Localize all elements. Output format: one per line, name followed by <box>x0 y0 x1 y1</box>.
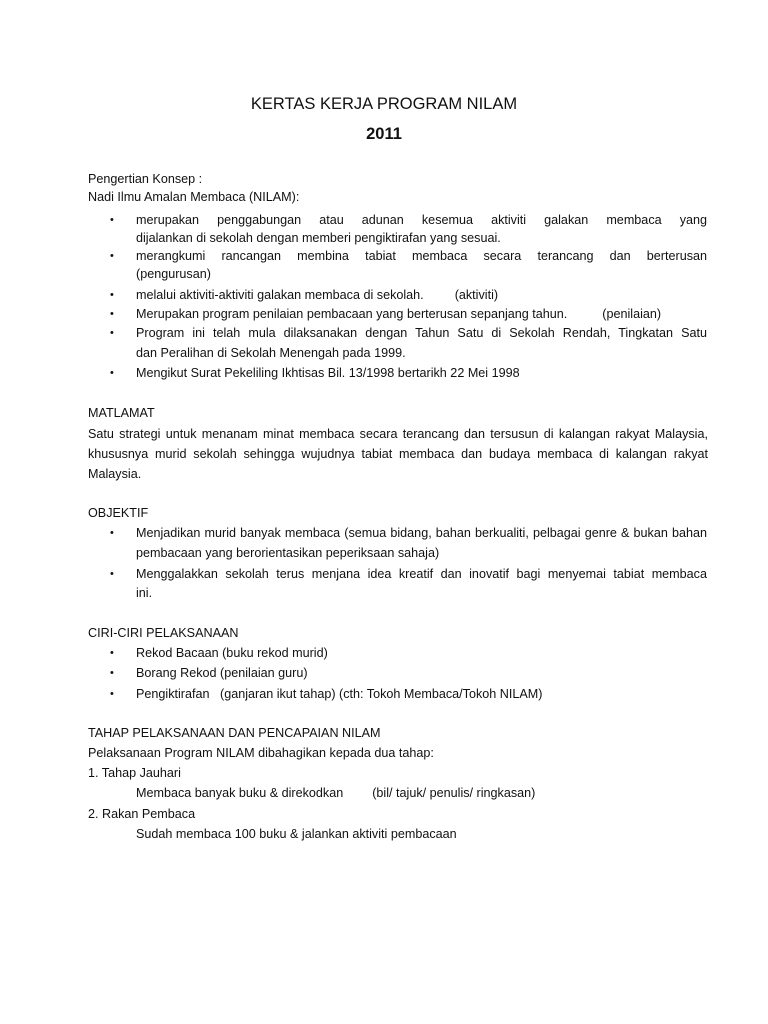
matlamat-line-2: khususnya murid sekolah sehingga wujudnya tabiat membaca dan budaya membaca di kalangan rakyat <box>88 447 708 461</box>
objektif-item-1-line-2: pembacaan yang berorientasikan peperiksaan sahaja) <box>136 546 440 560</box>
bullet-icon: • <box>110 688 114 700</box>
objektif-item-1-line-1: Menjadikan murid banyak membaca (semua bidang, bahan berkualiti, pelbagai genre & bukan bahan <box>136 526 707 540</box>
nilam-definition-heading: Nadi Ilmu Amalan Membaca (NILAM): <box>88 190 300 204</box>
bullet-icon: • <box>110 308 114 320</box>
tahap-intro: Pelaksanaan Program NILAM dibahagikan kepada dua tahap: <box>88 746 434 760</box>
matlamat-line-3: Malaysia. <box>88 467 142 481</box>
tahap-2-title: 2. Rakan Pembaca <box>88 807 196 821</box>
pengertian-item-6: Mengikut Surat Pekeliling Ikhtisas Bil. 13/1998 bertarikh 22 Mei 1998 <box>136 366 520 380</box>
pengertian-item-1-line-2: dijalankan di sekolah dengan memberi pengiktirafan yang sesuai. <box>136 231 501 245</box>
pengertian-item-4-text: Merupakan program penilaian pembacaan yang berterusan sepanjang tahun. <box>136 307 568 321</box>
bullet-icon: • <box>110 568 114 580</box>
bullet-icon: • <box>110 289 114 301</box>
pengertian-item-4-tag: (penilaian) <box>602 307 662 321</box>
objektif-item-2-line-2: ini. <box>136 586 153 600</box>
tahap-1-tag: (bil/ tajuk/ penulis/ ringkasan) <box>372 786 536 800</box>
pengertian-item-3-tag: (aktiviti) <box>454 288 499 302</box>
ciri-item-1: Rekod Bacaan (buku rekod murid) <box>136 646 328 660</box>
objektif-heading: OBJEKTIF <box>88 506 149 520</box>
pengertian-heading: Pengertian Konsep : <box>88 172 203 186</box>
document-year: 2011 <box>366 125 402 143</box>
ciri-item-2: Borang Rekod (penilaian guru) <box>136 666 308 680</box>
pengertian-item-2-line-1: merangkumi rancangan membina tabiat membaca secara terancang dan berterusan <box>136 249 707 263</box>
pengertian-item-1-line-1: merupakan penggabungan atau adunan kesemua aktiviti galakan membaca yang <box>136 213 707 227</box>
pengertian-item-3 <box>136 286 707 304</box>
pengertian-item-4 <box>136 305 707 323</box>
bullet-icon: • <box>110 367 114 379</box>
pengertian-item-3-text: melalui aktiviti-aktiviti galakan membaca di sekolah. <box>136 288 424 302</box>
pengertian-item-5-line-2: dan Peralihan di Sekolah Menengah pada 1999. <box>136 346 406 360</box>
bullet-icon: • <box>110 527 114 539</box>
ciri-item-3: Pengiktirafan (ganjaran ikut tahap) (cth: Tokoh Membaca/Tokoh NILAM) <box>136 687 543 701</box>
tahap-1-text: Membaca banyak buku & direkodkan <box>136 786 344 800</box>
matlamat-heading: MATLAMAT <box>88 406 155 420</box>
bullet-icon: • <box>110 647 114 659</box>
tahap-1-desc <box>136 784 707 802</box>
bullet-icon: • <box>110 667 114 679</box>
objektif-item-2-line-1: Menggalakkan sekolah terus menjana idea kreatif dan inovatif bagi menyemai tabiat membaca <box>136 567 707 581</box>
matlamat-line-1: Satu strategi untuk menanam minat membaca secara terancang dan tersusun di kalangan rakyat Malaysia, <box>88 427 708 441</box>
ciri-heading: CIRI-CIRI PELAKSANAAN <box>88 626 239 640</box>
tahap-1-title: 1. Tahap Jauhari <box>88 766 181 780</box>
bullet-icon: • <box>110 214 114 226</box>
pengertian-item-5-line-1: Program ini telah mula dilaksanakan dengan Tahun Satu di Sekolah Rendah, Tingkatan Satu <box>136 326 707 340</box>
document-title: KERTAS KERJA PROGRAM NILAM <box>250 95 518 113</box>
tahap-heading: TAHAP PELAKSANAAN DAN PENCAPAIAN NILAM <box>88 726 381 740</box>
pengertian-item-2-line-2: (pengurusan) <box>136 267 211 281</box>
tahap-2-desc: Sudah membaca 100 buku & jalankan aktiviti pembacaan <box>136 827 457 841</box>
bullet-icon: • <box>110 250 114 262</box>
bullet-icon: • <box>110 327 114 339</box>
